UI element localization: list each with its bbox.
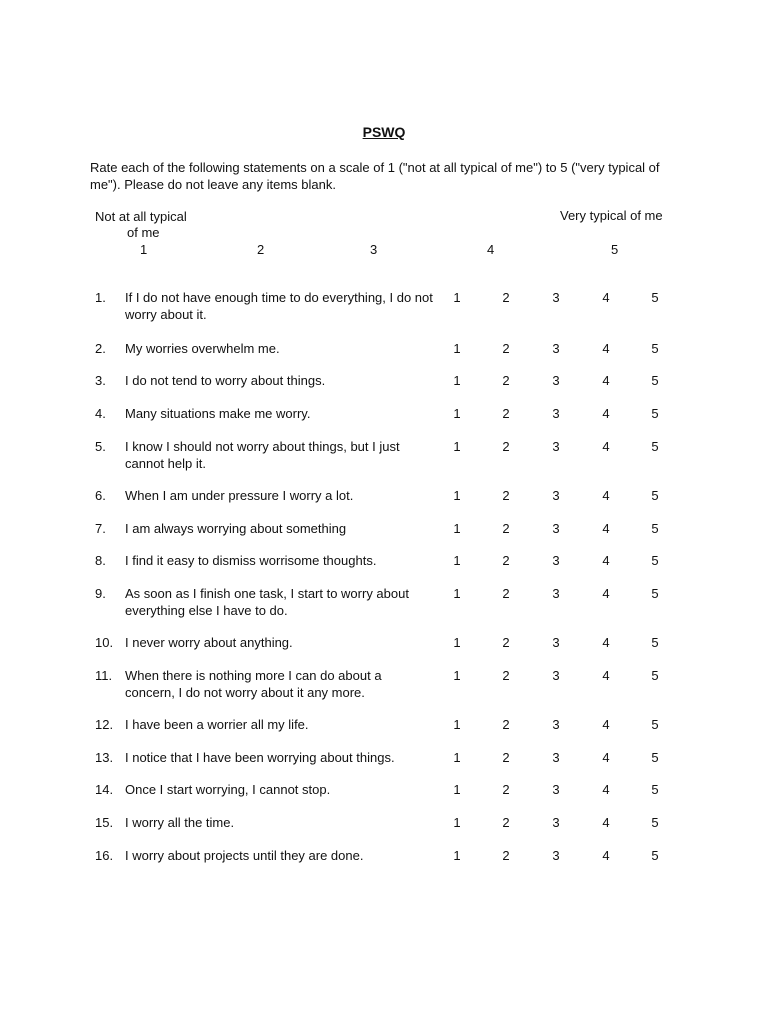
rating-option-3[interactable]: 3 xyxy=(552,668,560,683)
rating-option-5[interactable]: 5 xyxy=(651,439,659,454)
item-text: I am always worrying about something xyxy=(125,521,347,536)
rating-option-5[interactable]: 5 xyxy=(651,406,659,421)
scale-number-1: 1 xyxy=(140,242,148,257)
rating-option-1[interactable]: 1 xyxy=(453,488,461,503)
item-number: 14. xyxy=(95,782,114,797)
rating-option-3[interactable]: 3 xyxy=(552,290,560,305)
rating-option-2[interactable]: 2 xyxy=(502,635,510,650)
item-text: When there is nothing more I can do about a concern, I do not worry about it any more. xyxy=(125,668,382,700)
rating-option-3[interactable]: 3 xyxy=(552,815,560,830)
item-text: I do not tend to worry about things. xyxy=(125,373,326,388)
rating-option-3[interactable]: 3 xyxy=(552,782,560,797)
rating-option-4[interactable]: 4 xyxy=(602,290,610,305)
rating-option-5[interactable]: 5 xyxy=(651,521,659,536)
rating-option-4[interactable]: 4 xyxy=(602,521,610,536)
rating-option-5[interactable]: 5 xyxy=(651,750,659,765)
rating-option-3[interactable]: 3 xyxy=(552,553,560,568)
rating-option-2[interactable]: 2 xyxy=(502,717,510,732)
rating-option-3[interactable]: 3 xyxy=(552,406,560,421)
rating-option-4[interactable]: 4 xyxy=(602,553,610,568)
rating-option-4[interactable]: 4 xyxy=(602,488,610,503)
rating-option-1[interactable]: 1 xyxy=(453,406,461,421)
rating-option-4[interactable]: 4 xyxy=(602,717,610,732)
rating-option-3[interactable]: 3 xyxy=(552,373,560,388)
rating-option-4[interactable]: 4 xyxy=(602,341,610,356)
rating-option-1[interactable]: 1 xyxy=(453,521,461,536)
rating-option-1[interactable]: 1 xyxy=(453,848,461,863)
item-number: 4. xyxy=(95,406,106,421)
item-text: I have been a worrier all my life. xyxy=(125,717,309,732)
rating-option-2[interactable]: 2 xyxy=(502,553,510,568)
rating-option-1[interactable]: 1 xyxy=(453,586,461,601)
rating-option-1[interactable]: 1 xyxy=(453,373,461,388)
item-number: 6. xyxy=(95,488,106,503)
rating-option-2[interactable]: 2 xyxy=(502,521,510,536)
item-number: 9. xyxy=(95,586,106,601)
rating-option-1[interactable]: 1 xyxy=(453,750,461,765)
rating-option-4[interactable]: 4 xyxy=(602,439,610,454)
item-number: 8. xyxy=(95,553,106,568)
item-number: 10. xyxy=(95,635,114,650)
rating-option-3[interactable]: 3 xyxy=(552,439,560,454)
item-text: When I am under pressure I worry a lot. xyxy=(125,488,354,503)
rating-option-2[interactable]: 2 xyxy=(502,782,510,797)
rating-option-5[interactable]: 5 xyxy=(651,488,659,503)
item-text: I never worry about anything. xyxy=(125,635,293,650)
item-number: 2. xyxy=(95,341,106,356)
rating-option-5[interactable]: 5 xyxy=(651,373,659,388)
rating-option-4[interactable]: 4 xyxy=(602,782,610,797)
rating-option-5[interactable]: 5 xyxy=(651,290,659,305)
item-number: 1. xyxy=(95,290,106,305)
rating-option-1[interactable]: 1 xyxy=(453,668,461,683)
rating-option-3[interactable]: 3 xyxy=(552,848,560,863)
item-number: 12. xyxy=(95,717,114,732)
rating-option-2[interactable]: 2 xyxy=(502,290,510,305)
rating-option-3[interactable]: 3 xyxy=(552,521,560,536)
rating-option-4[interactable]: 4 xyxy=(602,668,610,683)
rating-option-5[interactable]: 5 xyxy=(651,782,659,797)
rating-option-4[interactable]: 4 xyxy=(602,635,610,650)
scale-left-label-continued: of me xyxy=(127,225,160,240)
rating-option-3[interactable]: 3 xyxy=(552,586,560,601)
item-number: 7. xyxy=(95,521,106,536)
rating-option-4[interactable]: 4 xyxy=(602,750,610,765)
rating-option-2[interactable]: 2 xyxy=(502,406,510,421)
item-text: Many situations make me worry. xyxy=(125,406,311,421)
rating-option-1[interactable]: 1 xyxy=(453,782,461,797)
rating-option-3[interactable]: 3 xyxy=(552,717,560,732)
item-text: My worries overwhelm me. xyxy=(125,341,280,356)
rating-option-5[interactable]: 5 xyxy=(651,717,659,732)
rating-option-2[interactable]: 2 xyxy=(502,586,510,601)
rating-option-2[interactable]: 2 xyxy=(502,848,510,863)
rating-option-5[interactable]: 5 xyxy=(651,668,659,683)
rating-option-5[interactable]: 5 xyxy=(651,815,659,830)
item-number: 11. xyxy=(95,668,113,683)
rating-option-1[interactable]: 1 xyxy=(453,815,461,830)
rating-option-4[interactable]: 4 xyxy=(602,373,610,388)
rating-option-3[interactable]: 3 xyxy=(552,488,560,503)
item-text: I worry all the time. xyxy=(125,815,235,830)
rating-option-1[interactable]: 1 xyxy=(453,553,461,568)
rating-option-1[interactable]: 1 xyxy=(453,635,461,650)
scale-number-3: 3 xyxy=(370,242,378,257)
scale-number-2: 2 xyxy=(257,242,265,257)
item-text: I notice that I have been worrying about things. xyxy=(125,750,395,765)
rating-option-1[interactable]: 1 xyxy=(453,717,461,732)
rating-option-2[interactable]: 2 xyxy=(502,668,510,683)
item-number: 13. xyxy=(95,750,114,765)
rating-option-5[interactable]: 5 xyxy=(651,553,659,568)
rating-option-2[interactable]: 2 xyxy=(502,750,510,765)
scale-right-label: Very typical of me xyxy=(560,208,663,223)
rating-option-4[interactable]: 4 xyxy=(602,815,610,830)
instructions-text: Rate each of the following statements on a scale of 1 ("not at all typical of me") to 5 ("very typical of me"). Please do not leave any items blank. xyxy=(90,160,660,192)
rating-option-1[interactable]: 1 xyxy=(453,290,461,305)
rating-option-2[interactable]: 2 xyxy=(502,488,510,503)
item-text: I worry about projects until they are done. xyxy=(125,848,364,863)
rating-option-4[interactable]: 4 xyxy=(602,406,610,421)
rating-option-2[interactable]: 2 xyxy=(502,439,510,454)
rating-option-5[interactable]: 5 xyxy=(651,586,659,601)
rating-option-5[interactable]: 5 xyxy=(651,848,659,863)
rating-option-2[interactable]: 2 xyxy=(502,815,510,830)
rating-option-3[interactable]: 3 xyxy=(552,750,560,765)
item-number: 3. xyxy=(95,373,106,388)
scale-number-5: 5 xyxy=(611,242,619,257)
item-number: 5. xyxy=(95,439,106,454)
item-number: 16. xyxy=(95,848,114,863)
rating-option-5[interactable]: 5 xyxy=(651,635,659,650)
rating-option-3[interactable]: 3 xyxy=(552,341,560,356)
rating-option-2[interactable]: 2 xyxy=(502,341,510,356)
scale-number-4: 4 xyxy=(487,242,495,257)
item-text: I know I should not worry about things, but I just cannot help it. xyxy=(125,439,400,471)
scale-left-label: Not at all typical xyxy=(95,209,187,224)
item-text: I find it easy to dismiss worrisome thoughts. xyxy=(125,553,377,568)
rating-option-5[interactable]: 5 xyxy=(651,341,659,356)
rating-option-1[interactable]: 1 xyxy=(453,439,461,454)
item-text: As soon as I finish one task, I start to worry about everything else I have to do. xyxy=(125,586,409,618)
rating-option-4[interactable]: 4 xyxy=(602,586,610,601)
rating-option-4[interactable]: 4 xyxy=(602,848,610,863)
item-text: If I do not have enough time to do everything, I do not worry about it. xyxy=(125,290,433,322)
rating-option-2[interactable]: 2 xyxy=(502,373,510,388)
page-title: PSWQ xyxy=(362,124,406,140)
rating-option-3[interactable]: 3 xyxy=(552,635,560,650)
item-number: 15. xyxy=(95,815,114,830)
rating-option-1[interactable]: 1 xyxy=(453,341,461,356)
item-text: Once I start worrying, I cannot stop. xyxy=(125,782,331,797)
